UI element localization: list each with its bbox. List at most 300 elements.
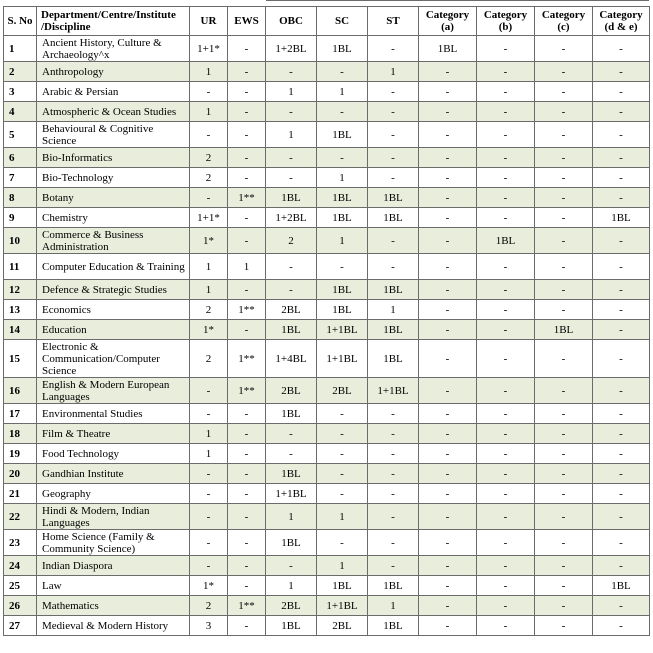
cell-department: Law	[37, 576, 190, 596]
cell-sno: 17	[4, 404, 37, 424]
cell-ur: 1	[190, 424, 228, 444]
cell-category-a: -	[419, 444, 477, 464]
cell-sno: 22	[4, 504, 37, 530]
table-row	[4, 530, 650, 556]
cell-obc: 1BL	[266, 188, 317, 208]
cell-category-de: -	[593, 464, 650, 484]
cell-category-c: -	[535, 378, 593, 404]
cell-st: 1BL	[368, 280, 419, 300]
cell-category-b: -	[477, 444, 535, 464]
cell-ur: -	[190, 556, 228, 576]
cell-sc: 2BL	[317, 378, 368, 404]
cell-category-c: -	[535, 504, 593, 530]
cell-category-a: -	[419, 188, 477, 208]
cell-category-c: -	[535, 168, 593, 188]
cell-sno: 7	[4, 168, 37, 188]
cell-category-de: -	[593, 36, 650, 62]
cell-st: -	[368, 148, 419, 168]
cell-st: -	[368, 102, 419, 122]
cell-department: Home Science (Family & Community Science)	[37, 530, 190, 556]
cell-obc: 1BL	[266, 616, 317, 636]
cell-category-b: -	[477, 504, 535, 530]
cell-ur: -	[190, 464, 228, 484]
cell-department: English & Modern European Languages	[37, 378, 190, 404]
cell-ews: -	[228, 82, 266, 102]
cell-category-de: -	[593, 504, 650, 530]
cell-category-b: -	[477, 576, 535, 596]
cell-category-a: -	[419, 62, 477, 82]
cell-category-de: -	[593, 148, 650, 168]
cell-ur: 1	[190, 444, 228, 464]
cell-department: Gandhian Institute	[37, 464, 190, 484]
cell-category-c: -	[535, 280, 593, 300]
col-header-category-a: Category (a)	[419, 7, 477, 36]
cell-ews: 1**	[228, 378, 266, 404]
cell-ews: -	[228, 62, 266, 82]
cell-sno: 16	[4, 378, 37, 404]
cell-category-de: -	[593, 228, 650, 254]
cell-category-a: -	[419, 484, 477, 504]
cell-sno: 10	[4, 228, 37, 254]
cell-st: -	[368, 530, 419, 556]
cell-st: -	[368, 82, 419, 102]
top-rule	[266, 0, 649, 1]
cell-ews: 1**	[228, 340, 266, 378]
cell-ur: -	[190, 504, 228, 530]
cell-obc: 1BL	[266, 404, 317, 424]
table-row	[4, 82, 650, 102]
cell-ews: -	[228, 404, 266, 424]
cell-department: Education	[37, 320, 190, 340]
cell-category-de: 1BL	[593, 208, 650, 228]
table-body	[4, 36, 650, 636]
cell-category-a: -	[419, 254, 477, 280]
cell-category-c: -	[535, 228, 593, 254]
cell-department: Botany	[37, 188, 190, 208]
cell-category-b: -	[477, 616, 535, 636]
cell-category-a: -	[419, 208, 477, 228]
table-row	[4, 576, 650, 596]
cell-sno: 3	[4, 82, 37, 102]
cell-category-de: -	[593, 62, 650, 82]
cell-ur: 1*	[190, 228, 228, 254]
table-row	[4, 148, 650, 168]
cell-department: Environmental Studies	[37, 404, 190, 424]
cell-department: Atmospheric & Ocean Studies	[37, 102, 190, 122]
vacancy-table	[3, 6, 650, 636]
cell-category-de: -	[593, 484, 650, 504]
cell-department: Commerce & Business Administration	[37, 228, 190, 254]
cell-sno: 23	[4, 530, 37, 556]
cell-obc: 1	[266, 82, 317, 102]
cell-category-b: -	[477, 320, 535, 340]
cell-obc: 1+2BL	[266, 36, 317, 62]
cell-category-de: -	[593, 596, 650, 616]
cell-sc: 1+1BL	[317, 340, 368, 378]
table-row	[4, 280, 650, 300]
cell-category-b: -	[477, 148, 535, 168]
cell-category-b: -	[477, 404, 535, 424]
cell-ur: -	[190, 404, 228, 424]
cell-sno: 4	[4, 102, 37, 122]
cell-sc: -	[317, 484, 368, 504]
table-row	[4, 122, 650, 148]
cell-department: Medieval & Modern History	[37, 616, 190, 636]
table-row	[4, 464, 650, 484]
cell-ur: 1	[190, 62, 228, 82]
cell-category-c: -	[535, 596, 593, 616]
cell-ur: 1	[190, 254, 228, 280]
cell-category-c: -	[535, 576, 593, 596]
cell-ews: -	[228, 148, 266, 168]
cell-st: -	[368, 444, 419, 464]
cell-obc: -	[266, 280, 317, 300]
cell-category-a: -	[419, 168, 477, 188]
cell-st: 1BL	[368, 340, 419, 378]
cell-st: -	[368, 168, 419, 188]
cell-category-a: -	[419, 424, 477, 444]
cell-obc: 1+4BL	[266, 340, 317, 378]
table-row	[4, 596, 650, 616]
cell-category-de: -	[593, 300, 650, 320]
cell-obc: -	[266, 168, 317, 188]
cell-obc: 1	[266, 122, 317, 148]
table-row	[4, 616, 650, 636]
cell-category-b: -	[477, 188, 535, 208]
cell-department: Film & Theatre	[37, 424, 190, 444]
cell-sc: 1+1BL	[317, 596, 368, 616]
table-row	[4, 378, 650, 404]
cell-category-de: -	[593, 254, 650, 280]
cell-category-b: -	[477, 254, 535, 280]
col-header-category-b: Category (b)	[477, 7, 535, 36]
cell-sc: 1	[317, 168, 368, 188]
cell-category-c: -	[535, 102, 593, 122]
cell-obc: -	[266, 62, 317, 82]
cell-sc: 1	[317, 228, 368, 254]
col-header-sc: SC	[317, 7, 368, 36]
cell-sno: 5	[4, 122, 37, 148]
cell-category-a: -	[419, 464, 477, 484]
cell-sno: 26	[4, 596, 37, 616]
cell-ur: 2	[190, 340, 228, 378]
cell-ews: -	[228, 484, 266, 504]
cell-category-b: -	[477, 122, 535, 148]
cell-sno: 11	[4, 254, 37, 280]
cell-category-de: -	[593, 424, 650, 444]
cell-ur: 1+1*	[190, 36, 228, 62]
cell-category-de: -	[593, 102, 650, 122]
cell-department: Computer Education & Training	[37, 254, 190, 280]
cell-obc: 2BL	[266, 378, 317, 404]
cell-category-c: -	[535, 82, 593, 102]
table-row	[4, 504, 650, 530]
cell-category-de: -	[593, 340, 650, 378]
cell-sc: -	[317, 102, 368, 122]
table-row	[4, 300, 650, 320]
cell-sc: 1BL	[317, 188, 368, 208]
cell-obc: 1BL	[266, 464, 317, 484]
col-header-department: Department/Centre/Institute /Discipline	[37, 7, 190, 36]
cell-ews: -	[228, 504, 266, 530]
cell-category-a: -	[419, 122, 477, 148]
cell-st: 1+1BL	[368, 378, 419, 404]
cell-ews: 1**	[228, 188, 266, 208]
cell-st: -	[368, 36, 419, 62]
cell-ur: 1+1*	[190, 208, 228, 228]
cell-obc: 2BL	[266, 596, 317, 616]
cell-sc: 1	[317, 82, 368, 102]
cell-category-c: -	[535, 424, 593, 444]
cell-ur: 2	[190, 300, 228, 320]
cell-category-de: -	[593, 616, 650, 636]
cell-category-de: -	[593, 404, 650, 424]
cell-category-c: 1BL	[535, 320, 593, 340]
cell-category-de: 1BL	[593, 576, 650, 596]
cell-obc: 1	[266, 504, 317, 530]
cell-category-de: -	[593, 444, 650, 464]
cell-category-b: -	[477, 208, 535, 228]
table-row	[4, 340, 650, 378]
cell-sc: 1	[317, 556, 368, 576]
cell-st: -	[368, 504, 419, 530]
cell-obc: 1BL	[266, 320, 317, 340]
cell-sno: 9	[4, 208, 37, 228]
cell-ews: -	[228, 464, 266, 484]
cell-category-b: -	[477, 340, 535, 378]
cell-ur: 1*	[190, 576, 228, 596]
cell-category-b: -	[477, 62, 535, 82]
cell-sc: 1BL	[317, 300, 368, 320]
cell-category-c: -	[535, 616, 593, 636]
cell-category-a: -	[419, 530, 477, 556]
cell-st: -	[368, 556, 419, 576]
col-header-category-c: Category (c)	[535, 7, 593, 36]
cell-ews: 1**	[228, 300, 266, 320]
cell-st: -	[368, 228, 419, 254]
cell-obc: -	[266, 444, 317, 464]
cell-sno: 13	[4, 300, 37, 320]
cell-category-c: -	[535, 36, 593, 62]
cell-ur: 2	[190, 596, 228, 616]
cell-category-de: -	[593, 82, 650, 102]
cell-ews: -	[228, 228, 266, 254]
cell-category-c: -	[535, 340, 593, 378]
cell-sc: 1BL	[317, 36, 368, 62]
cell-ur: -	[190, 82, 228, 102]
cell-department: Behavioural & Cognitive Science	[37, 122, 190, 148]
cell-st: 1BL	[368, 576, 419, 596]
cell-sno: 8	[4, 188, 37, 208]
cell-category-c: -	[535, 254, 593, 280]
cell-sc: -	[317, 464, 368, 484]
cell-category-a: -	[419, 556, 477, 576]
cell-st: 1BL	[368, 208, 419, 228]
table-row	[4, 62, 650, 82]
cell-department: Electronic & Communication/Computer Science	[37, 340, 190, 378]
cell-department: Geography	[37, 484, 190, 504]
cell-department: Ancient History, Culture & Archaeology^x	[37, 36, 190, 62]
cell-category-c: -	[535, 148, 593, 168]
cell-st: -	[368, 254, 419, 280]
cell-sc: 1BL	[317, 208, 368, 228]
cell-category-c: -	[535, 484, 593, 504]
cell-category-b: -	[477, 102, 535, 122]
cell-sc: 1BL	[317, 122, 368, 148]
cell-category-b: -	[477, 484, 535, 504]
cell-category-b: -	[477, 464, 535, 484]
cell-st: 1	[368, 596, 419, 616]
cell-category-c: -	[535, 188, 593, 208]
cell-obc: -	[266, 254, 317, 280]
cell-category-b: -	[477, 424, 535, 444]
cell-sno: 12	[4, 280, 37, 300]
cell-obc: -	[266, 148, 317, 168]
cell-category-de: -	[593, 320, 650, 340]
cell-department: Food Technology	[37, 444, 190, 464]
cell-category-b: -	[477, 556, 535, 576]
cell-st: 1BL	[368, 320, 419, 340]
cell-ur: -	[190, 188, 228, 208]
cell-department: Bio-Technology	[37, 168, 190, 188]
cell-sno: 20	[4, 464, 37, 484]
cell-category-de: -	[593, 280, 650, 300]
cell-department: Chemistry	[37, 208, 190, 228]
cell-ur: 1	[190, 102, 228, 122]
cell-department: Hindi & Modern, Indian Languages	[37, 504, 190, 530]
cell-category-c: -	[535, 444, 593, 464]
cell-ews: 1**	[228, 596, 266, 616]
cell-sc: -	[317, 424, 368, 444]
cell-sno: 24	[4, 556, 37, 576]
cell-sc: 2BL	[317, 616, 368, 636]
cell-category-a: -	[419, 280, 477, 300]
table-row	[4, 188, 650, 208]
cell-sc: 1	[317, 504, 368, 530]
cell-sno: 21	[4, 484, 37, 504]
cell-category-c: -	[535, 556, 593, 576]
cell-obc: 1+2BL	[266, 208, 317, 228]
cell-st: 1BL	[368, 188, 419, 208]
table-row	[4, 36, 650, 62]
cell-category-a: -	[419, 576, 477, 596]
cell-sno: 18	[4, 424, 37, 444]
table-row	[4, 168, 650, 188]
cell-ews: -	[228, 36, 266, 62]
cell-category-a: -	[419, 596, 477, 616]
cell-obc: 1	[266, 576, 317, 596]
cell-sc: -	[317, 530, 368, 556]
cell-sc: 1+1BL	[317, 320, 368, 340]
cell-department: Anthropology	[37, 62, 190, 82]
cell-obc: 2	[266, 228, 317, 254]
table-row	[4, 444, 650, 464]
cell-category-b: -	[477, 378, 535, 404]
col-header-obc: OBC	[266, 7, 317, 36]
table-row	[4, 484, 650, 504]
cell-sc: -	[317, 62, 368, 82]
cell-category-de: -	[593, 168, 650, 188]
cell-department: Indian Diaspora	[37, 556, 190, 576]
cell-sc: -	[317, 148, 368, 168]
cell-category-b: -	[477, 168, 535, 188]
cell-category-a: -	[419, 148, 477, 168]
cell-sc: -	[317, 444, 368, 464]
cell-department: Bio-Informatics	[37, 148, 190, 168]
cell-st: 1	[368, 300, 419, 320]
cell-category-b: -	[477, 36, 535, 62]
cell-sno: 19	[4, 444, 37, 464]
cell-category-a: -	[419, 228, 477, 254]
cell-category-c: -	[535, 530, 593, 556]
table-row	[4, 208, 650, 228]
header-row	[4, 7, 650, 36]
cell-sno: 27	[4, 616, 37, 636]
cell-department: Defence & Strategic Studies	[37, 280, 190, 300]
cell-ews: 1	[228, 254, 266, 280]
cell-category-a: -	[419, 300, 477, 320]
cell-st: -	[368, 464, 419, 484]
cell-sc: 1BL	[317, 280, 368, 300]
cell-category-c: -	[535, 122, 593, 148]
cell-st: 1BL	[368, 616, 419, 636]
cell-category-a: -	[419, 504, 477, 530]
cell-category-de: -	[593, 378, 650, 404]
cell-category-b: -	[477, 530, 535, 556]
cell-sno: 14	[4, 320, 37, 340]
cell-obc: 1BL	[266, 530, 317, 556]
cell-category-a: -	[419, 82, 477, 102]
col-header-ur: UR	[190, 7, 228, 36]
cell-category-a: -	[419, 404, 477, 424]
cell-category-a: -	[419, 340, 477, 378]
table-row	[4, 424, 650, 444]
cell-category-de: -	[593, 188, 650, 208]
cell-category-de: -	[593, 122, 650, 148]
cell-category-b: -	[477, 300, 535, 320]
cell-category-c: -	[535, 404, 593, 424]
cell-st: -	[368, 122, 419, 148]
cell-st: -	[368, 484, 419, 504]
cell-category-b: -	[477, 596, 535, 616]
cell-obc: -	[266, 424, 317, 444]
cell-ews: -	[228, 424, 266, 444]
cell-ews: -	[228, 122, 266, 148]
col-header-category-de: Category (d & e)	[593, 7, 650, 36]
cell-category-a: -	[419, 378, 477, 404]
cell-ews: -	[228, 616, 266, 636]
cell-obc: 2BL	[266, 300, 317, 320]
cell-sc: -	[317, 404, 368, 424]
cell-sno: 6	[4, 148, 37, 168]
table-row	[4, 556, 650, 576]
cell-category-c: -	[535, 208, 593, 228]
cell-sno: 15	[4, 340, 37, 378]
cell-ur: 1	[190, 280, 228, 300]
cell-category-a: -	[419, 320, 477, 340]
cell-ur: -	[190, 378, 228, 404]
table-row	[4, 404, 650, 424]
cell-category-a: -	[419, 616, 477, 636]
cell-obc: -	[266, 102, 317, 122]
cell-ur: -	[190, 530, 228, 556]
cell-category-b: -	[477, 82, 535, 102]
cell-obc: -	[266, 556, 317, 576]
cell-st: -	[368, 424, 419, 444]
cell-ur: 1*	[190, 320, 228, 340]
cell-sno: 2	[4, 62, 37, 82]
cell-st: -	[368, 404, 419, 424]
